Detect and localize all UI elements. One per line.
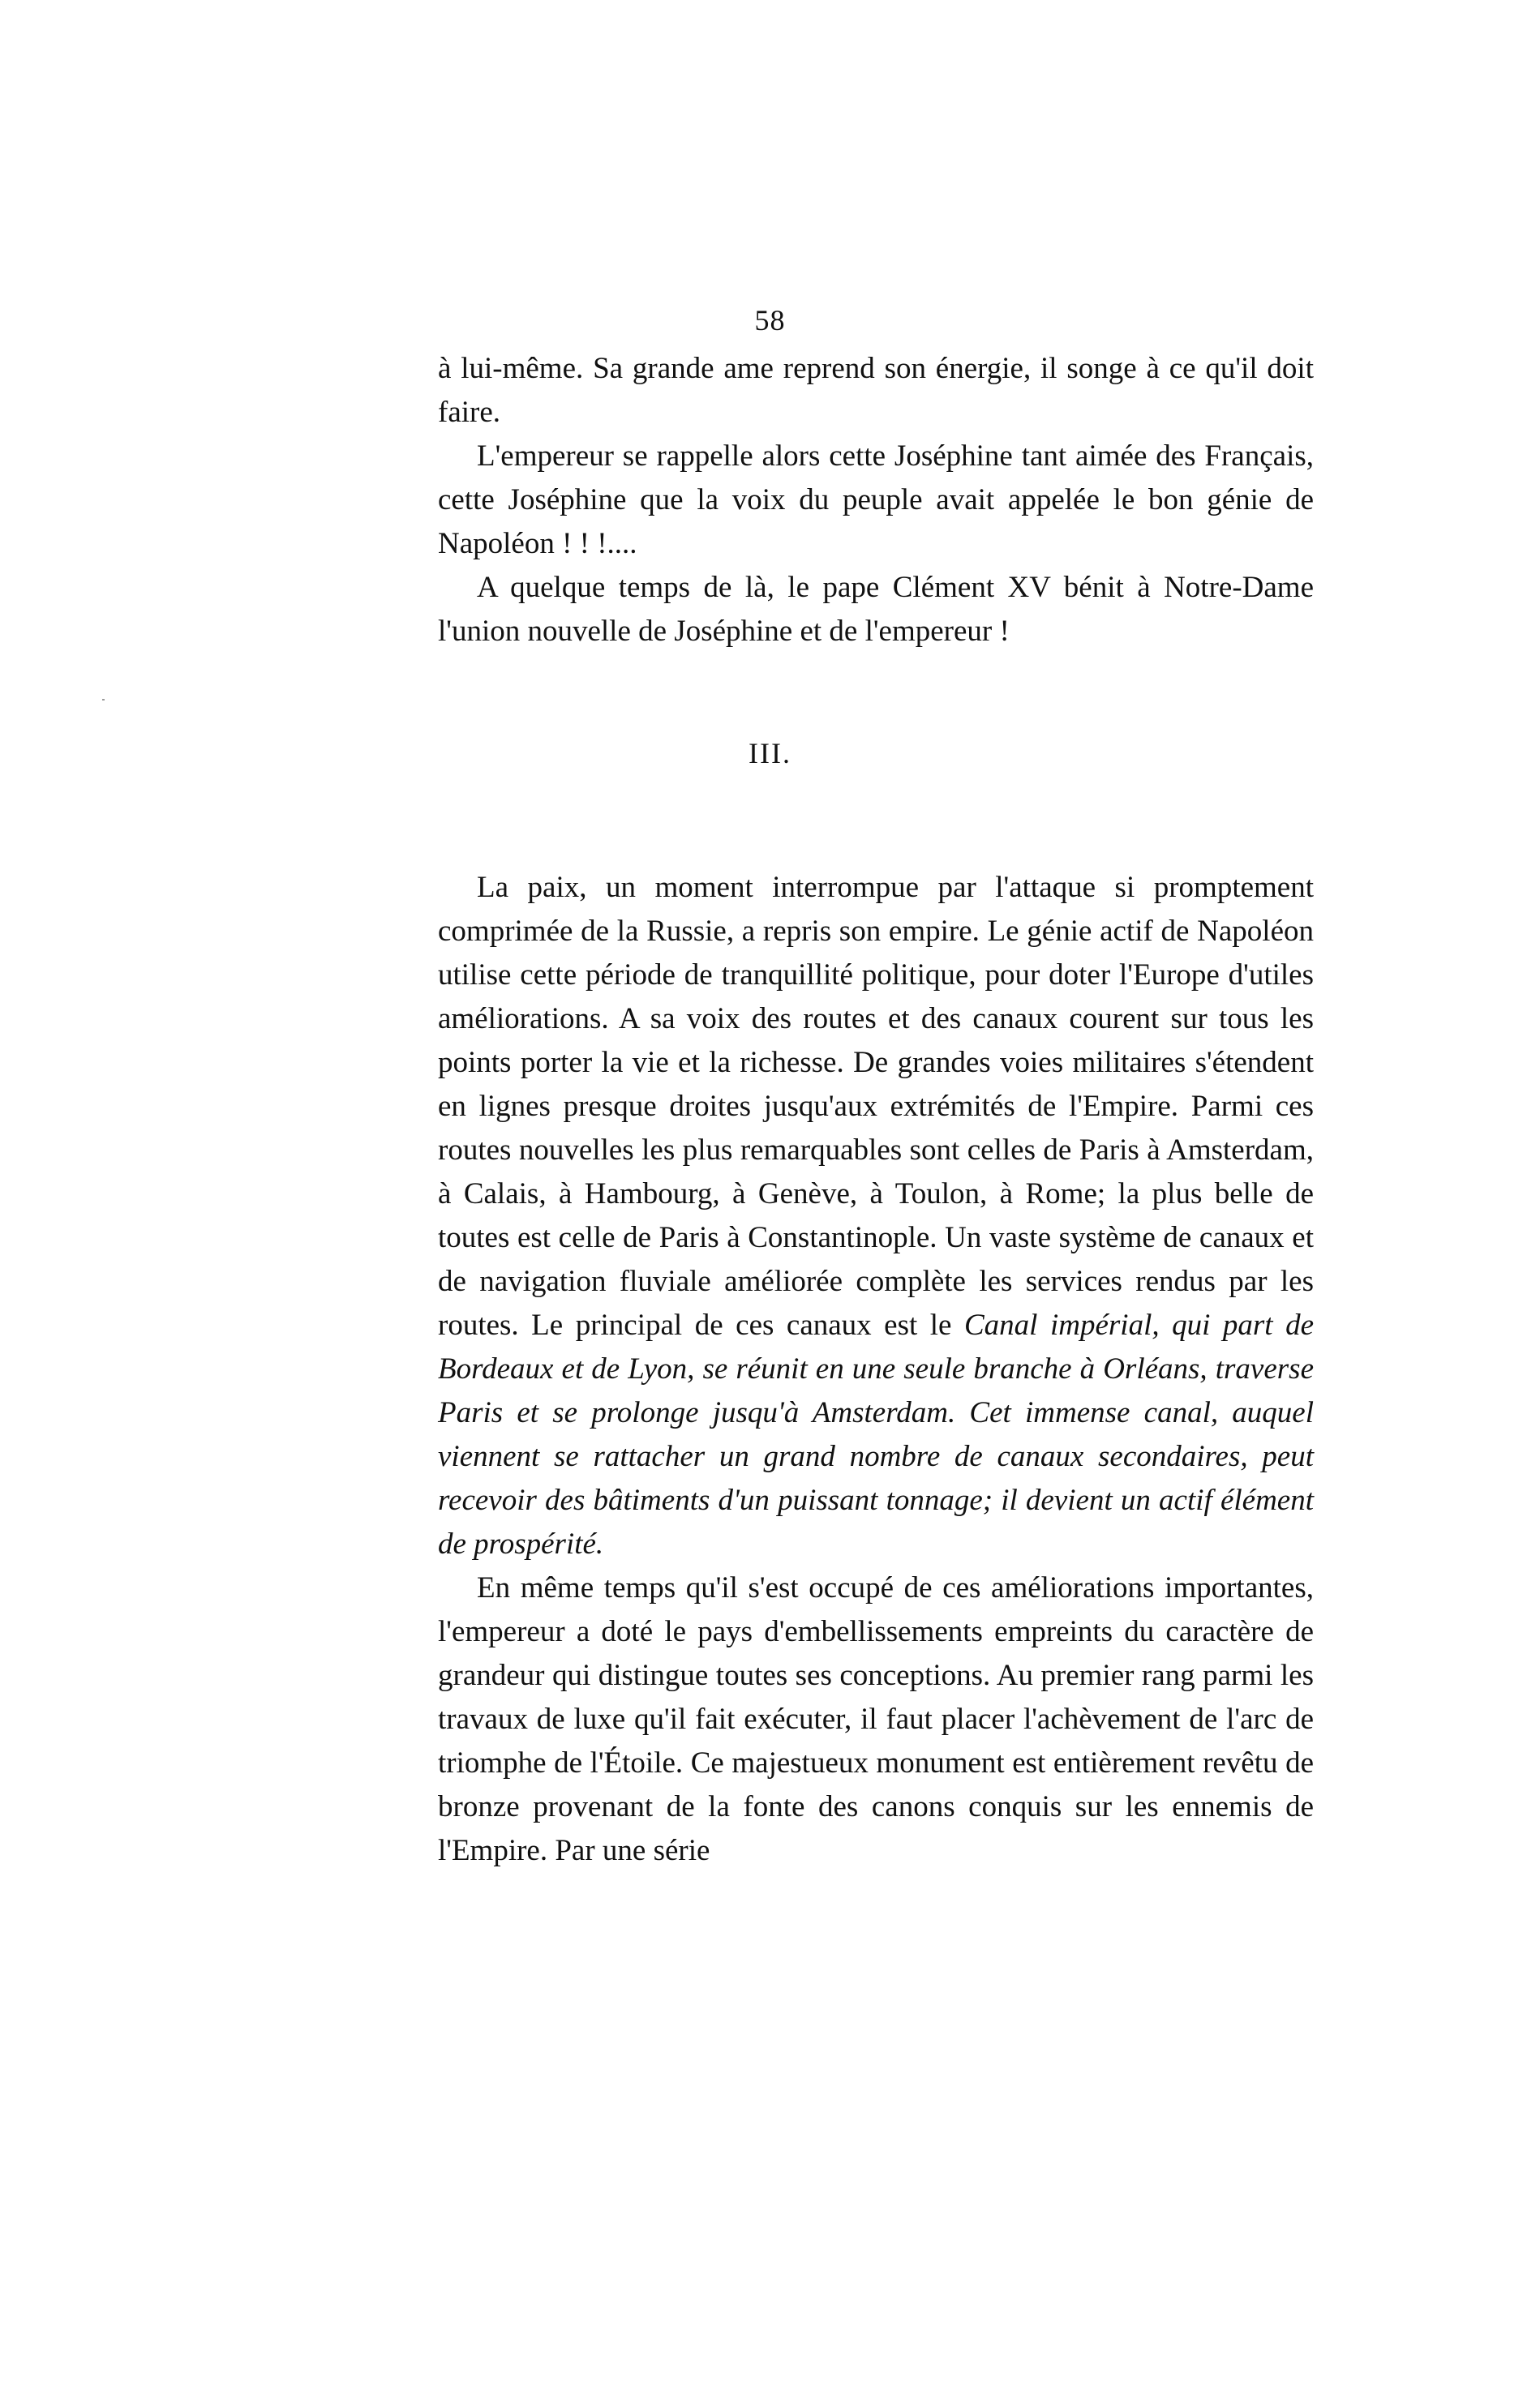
scan-speck [102,699,105,701]
text-run: La paix, un moment interrompue par l'attaque si promptement comprimée de la Russie, a repris son empire. Le génie actif de Napoléon utilise cette période de tranquillité politique, pour doter l'Europe d'utiles améliorations. A sa voix des routes et des canaux courent sur tous les points porter la vie et la richesse. De grandes voies militaires s'étendent en lignes presque droites jusqu'aux extrémités de l'Empire. Parmi ces routes nouvelles les plus remarquables sont celles de Paris à Amsterdam, à Calais, à Hambourg, à Genève, à Toulon, à Rome; la plus belle de toutes est celle de Paris à Constantinople. Un vaste système de canaux et de navigation fluviale améliorée complète les services rendus par les routes. Le principal de ces canaux est le [438,871,1314,1342]
opening-text [438,347,1314,653]
text-run: qui part de Bordeaux et de Lyon, se réunit en une seule branche à Orléans, traverse Paris et se prolonge jusqu'à Amsterdam. Cet immense canal, auquel viennent se rattacher un grand nombre de canaux secondaires, peut recevoir des bâtiments d'un puissant tonnage; il devient un actif élément de prospérité. [438,1309,1315,1561]
paragraph: En même temps qu'il s'est occupé de ces améliorations importantes, l'empereur a doté le pays d'embellissements empreints du caractère de grandeur qui distingue toutes ses conceptions. Au premier rang parmi les travaux de luxe qu'il fait exécuter, il faut placer l'achèvement de l'arc de triomphe de l'Étoile. Ce majestueux monument est entièrement revêtu de bronze provenant de la fonte des canons conquis sur les ennemis de l'Empire. Par une série [438,1571,1314,1867]
main-text [438,866,1314,1873]
paragraph: L'empereur se rappelle alors cette Joséphine tant aimée des Français, cette Joséphine que la voix du peuple avait appelée le bon génie de Napoléon ! ! !.... [438,439,1314,560]
section-heading: III. [749,737,791,769]
page-number: 58 [754,304,786,336]
italic-term: Canal impérial, [964,1309,1160,1342]
paragraph [438,866,1314,1566]
paragraph: à lui-même. Sa grande ame reprend son énergie, il songe à ce qu'il doit faire. [438,352,1314,429]
paragraph: A quelque temps de là, le pape Clément XV bénit à Notre-Dame l'union nouvelle de Joséphine et de l'empereur ! [438,571,1314,648]
